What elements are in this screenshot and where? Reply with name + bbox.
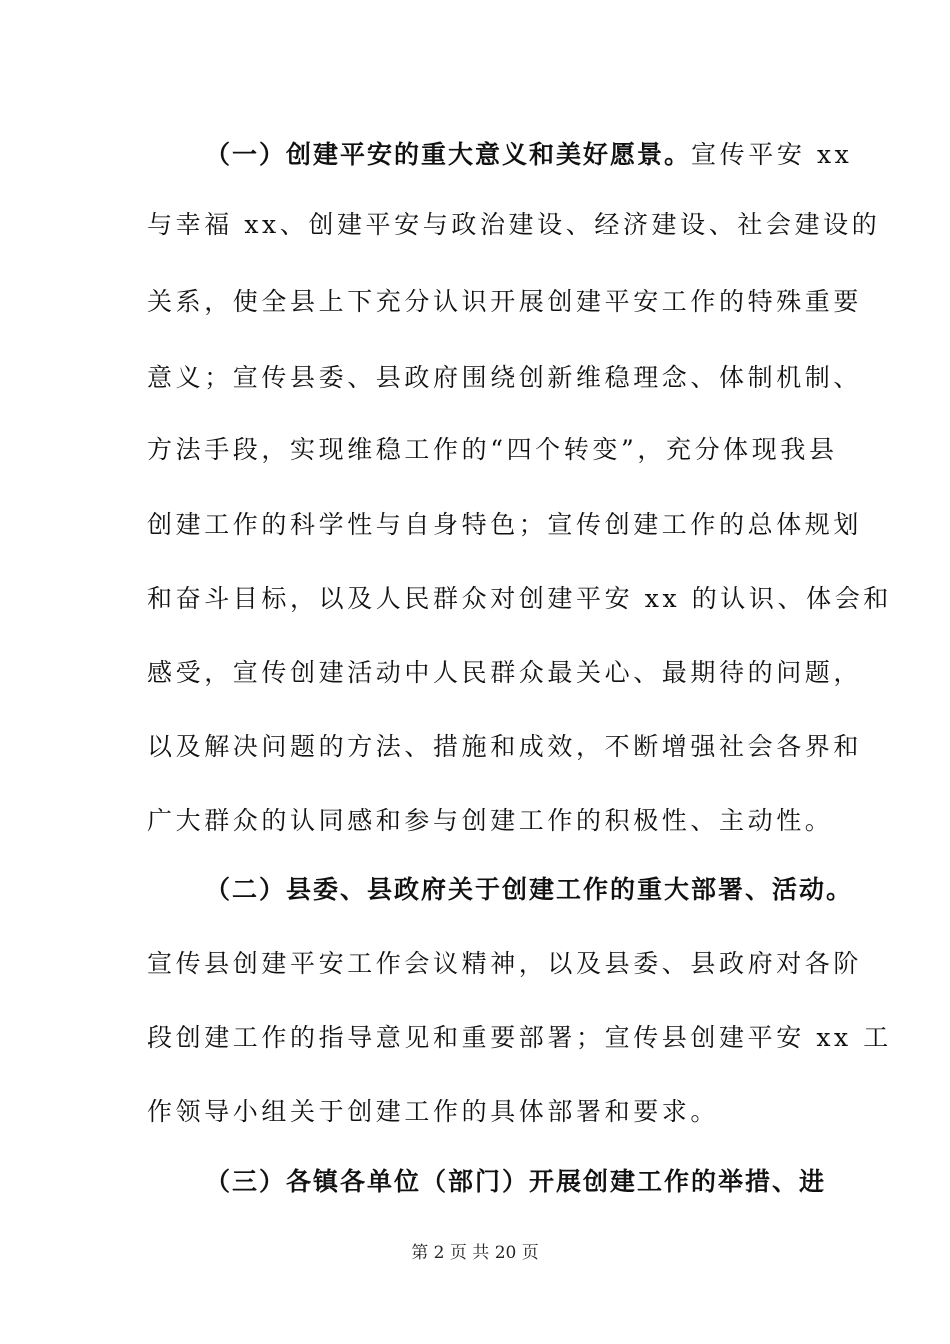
section-heading-1: （一）创建平安的重大意义和美好愿景。 (205, 140, 692, 169)
paragraph-text: 宣传平安 xx (691, 140, 853, 169)
paragraph-1-line-7: 和奋斗目标，以及人民群众对创建平安 xx 的认识、体会和 (147, 584, 892, 613)
paragraph-2-line-4: 作领导小组关于创建工作的具体部署和要求。 (147, 1097, 720, 1126)
paragraph-1-line-1 (205, 138, 853, 172)
paragraph-2-line-3: 段创建工作的指导意见和重要部署；宣传县创建平安 xx 工 (147, 1023, 892, 1052)
paragraph-1-line-10: 广大群众的认同感和参与创建工作的积极性、主动性。 (147, 806, 834, 835)
section-heading-3: （三）各镇各单位（部门）开展创建工作的举措、进 (205, 1167, 827, 1196)
paragraph-1-line-5: 方法手段，实现维稳工作的“四个转变”，充分体现我县 (147, 435, 838, 464)
paragraph-1-line-2: 与幸福 xx、创建平安与政治建设、经济建设、社会建设的 (147, 210, 881, 239)
paragraph-1-line-8: 感受，宣传创建活动中人民群众最关心、最期待的问题， (147, 658, 863, 687)
paragraph-1-line-4: 意义；宣传县委、县政府围绕创新维稳理念、体制机制、 (147, 363, 863, 392)
paragraph-1-line-9: 以及解决问题的方法、措施和成效，不断增强社会各界和 (147, 732, 863, 761)
section-heading-2: （二）县委、县政府关于创建工作的重大部署、活动。 (205, 875, 854, 904)
page-number-footer: 第 2 页 共 20 页 (411, 1243, 539, 1263)
paragraph-1-line-6: 创建工作的科学性与自身特色；宣传创建工作的总体规划 (147, 510, 863, 539)
paragraph-2-line-1 (205, 873, 854, 907)
paragraph-1-line-3: 关系，使全县上下充分认识开展创建平安工作的特殊重要 (147, 287, 863, 316)
paragraph-3-line-1 (205, 1165, 827, 1199)
paragraph-2-line-2: 宣传县创建平安工作会议精神，以及县委、县政府对各阶 (147, 949, 863, 978)
